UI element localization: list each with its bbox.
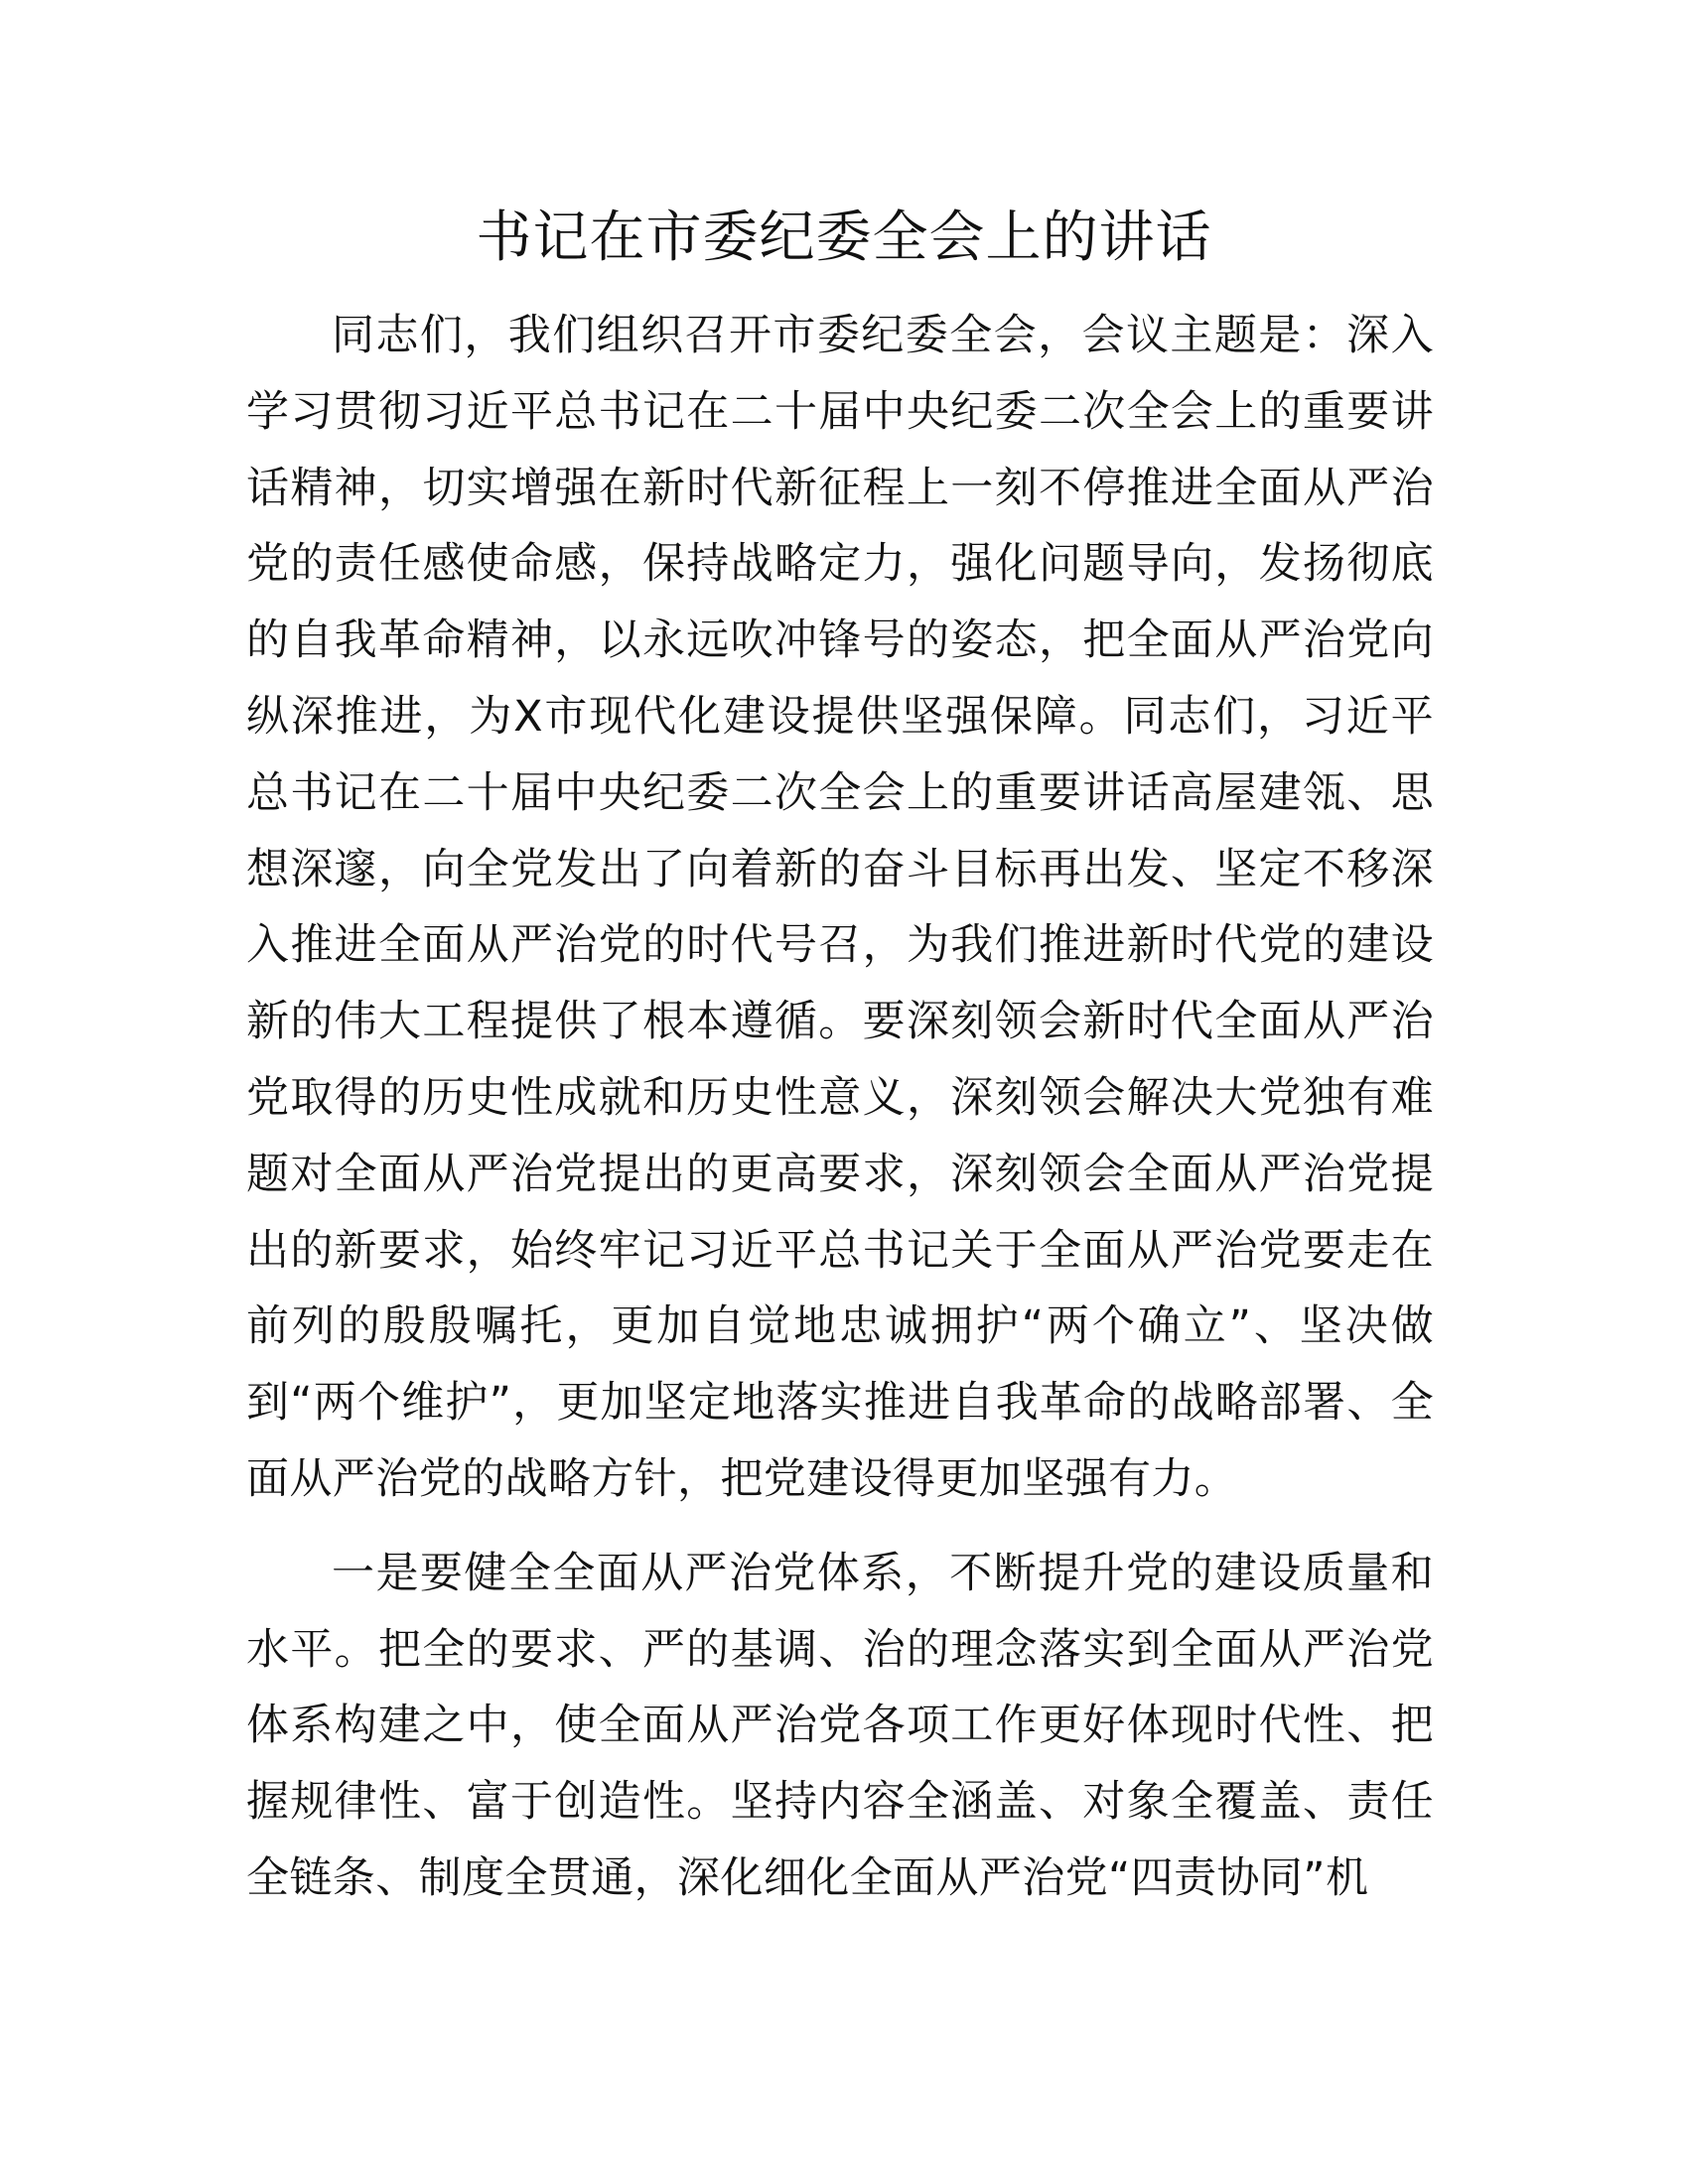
paragraph: 同志们，我们组织召开市委纪委全会，会议主题是：深入学习贯彻习近平总书记在二十届中央纪委二次全会上的重要讲话精神，切实增强在新时代新征程上一刻不停推进全面从严治党的责任感使命感，保持战略定力，强化问题导向，发扬彻底的自我革命精神，以永远吹冲锋号的姿态，把全面从严治党向纵深推进，为X市现代化建设提供坚强保障。同志们，习近平总书记在二十届中央纪委二次全会上的重要讲话高屋建瓴、思想深邃，向全党发出了向着新的奋斗目标再出发、坚定不移深入推进全面从严治党的时代号召，为我们推进新时代党的建设新的伟大工程提供了根本遵循。要深刻领会新时代全面从严治党取得的历史性成就和历史性意义，深刻领会解决大党独有难题对全面从严治党提出的更高要求，深刻领会全面从严治党提出的新要求，始终牢记习近平总书记关于全面从严治党要走在前列的殷殷嘱托，更加自觉地忠诚拥护“两个确立”、坚决做到“两个维护”，更加坚定地落实推进自我革命的战略部署、全面从严治党的战略方针，把党建设得更加坚强有力。 bbox=[246, 311, 1434, 1504]
document-body bbox=[246, 298, 1434, 1917]
paragraph: 一是要健全全面从严治党体系，不断提升党的建设质量和水平。把全的要求、严的基调、治的理念落实到全面从严治党体系构建之中，使全面从严治党各项工作更好体现时代性、把握规律性、富于创造性。坚持内容全涵盖、对象全覆盖、责任全链条、制度全贯通，深化细化全面从严治党“四责协同”机 bbox=[246, 1548, 1434, 1903]
document-title: 书记在市委纪委全会上的讲话 bbox=[476, 205, 1212, 270]
